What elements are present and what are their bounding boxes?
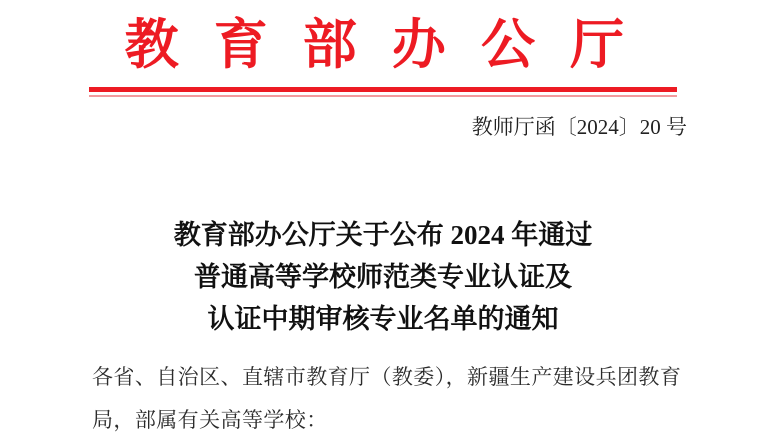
red-rule-thick bbox=[89, 87, 677, 92]
salutation-block bbox=[0, 356, 766, 437]
notice-title bbox=[0, 214, 766, 340]
document-number: 教师厅函〔2024〕20 号 bbox=[471, 115, 687, 139]
notice-title-line-3: 认证中期审核专业名单的通知 bbox=[207, 304, 559, 334]
salutation-line-1: 各省、自治区、直辖市教育厅（教委），新疆生产建设兵团教育 bbox=[92, 365, 682, 389]
letterhead-agency-title: 教育部办公厅 bbox=[124, 15, 660, 75]
salutation-line-2: 局，部属有关高等学校： bbox=[92, 408, 328, 432]
red-rule-thin bbox=[89, 95, 677, 97]
notice-title-line-2: 普通高等学校师范类专业认证及 bbox=[194, 262, 572, 292]
notice-title-line-1: 教育部办公厅关于公布 2024 年通过 bbox=[173, 220, 593, 250]
letterhead-divider bbox=[89, 87, 677, 97]
